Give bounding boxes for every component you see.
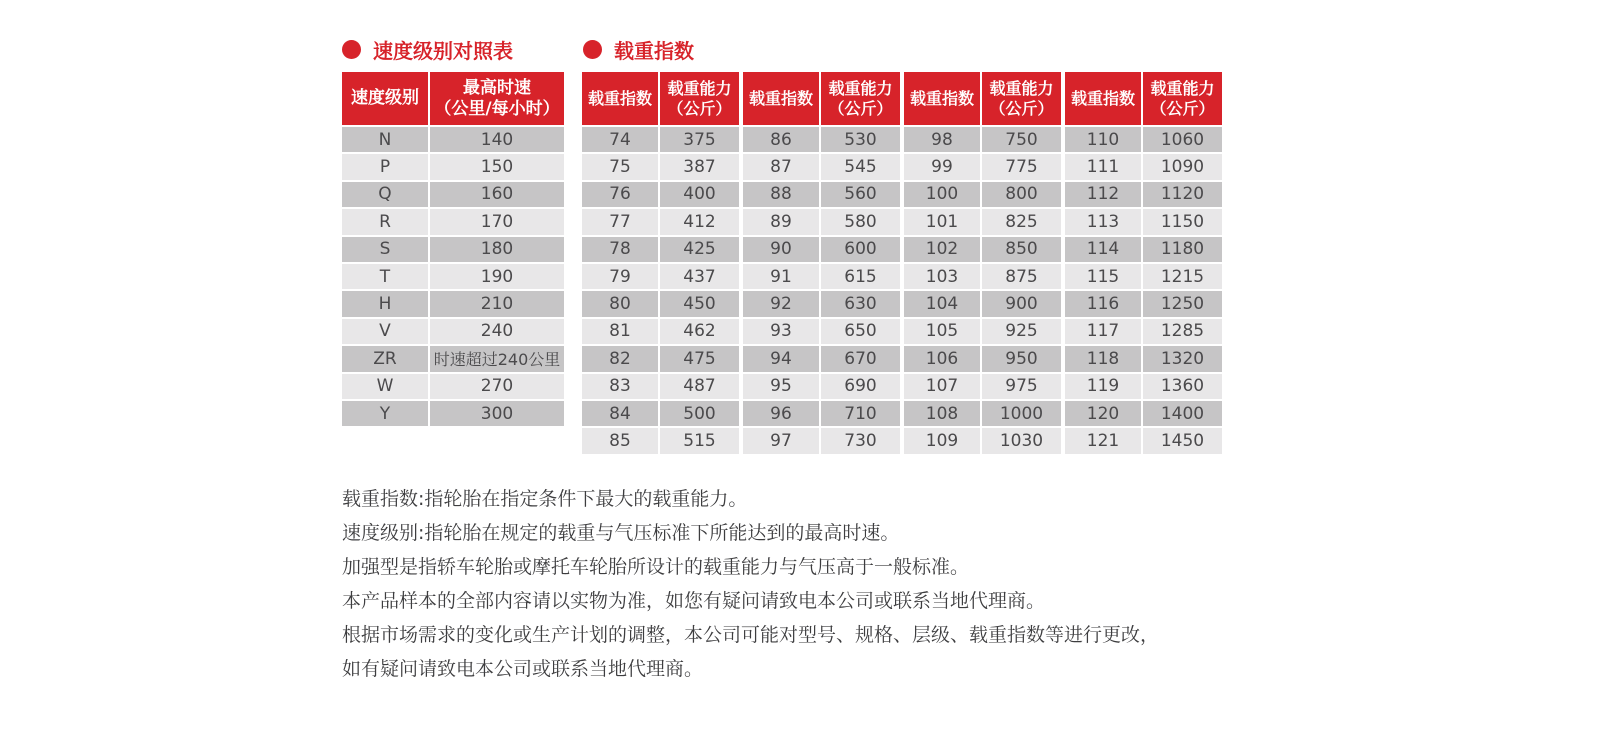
load-capacity-header (982, 72, 1061, 125)
load-index-cell: 95 (743, 374, 819, 399)
speed-value-cell: 190 (430, 264, 564, 289)
load-capacity-cell: 1000 (982, 401, 1061, 426)
note-line: 速度级别:指轮胎在规定的载重与气压标准下所能达到的最高时速。 (342, 522, 900, 544)
load-capacity-cell: 487 (660, 374, 739, 399)
load-capacity-cell: 975 (982, 374, 1061, 399)
load-capacity-cell: 437 (660, 264, 739, 289)
load-index-cell: 89 (743, 209, 819, 234)
load-capacity-cell: 1180 (1143, 237, 1222, 262)
load-index-cell: 106 (904, 346, 980, 371)
speed-level-cell: S (342, 237, 428, 262)
load-capacity-header-line: （公斤） (989, 98, 1054, 118)
load-index-cell: 98 (904, 127, 980, 152)
load-index-cell: 78 (582, 237, 658, 262)
load-capacity-cell: 630 (821, 291, 900, 316)
load-capacity-cell: 775 (982, 154, 1061, 179)
load-index-cell: 94 (743, 346, 819, 371)
load-capacity-cell: 1215 (1143, 264, 1222, 289)
load-capacity-cell: 900 (982, 291, 1061, 316)
load-index-cell: 101 (904, 209, 980, 234)
red-bullet-icon (342, 40, 361, 59)
load-table-title (583, 38, 694, 63)
load-index-cell: 118 (1065, 346, 1141, 371)
load-index-cell: 103 (904, 264, 980, 289)
load-index-cell: 86 (743, 127, 819, 152)
load-index-cell: 96 (743, 401, 819, 426)
speed-table (342, 72, 564, 426)
load-table-group-2 (743, 72, 900, 454)
load-capacity-header-line: 载重能力 (667, 78, 732, 98)
load-capacity-header-line: 载重能力 (828, 78, 893, 98)
load-capacity-cell: 730 (821, 428, 900, 453)
load-index-cell: 93 (743, 319, 819, 344)
speed-value-cell: 140 (430, 127, 564, 152)
load-index-cell: 104 (904, 291, 980, 316)
load-capacity-cell: 850 (982, 237, 1061, 262)
load-index-cell: 105 (904, 319, 980, 344)
load-index-cell: 102 (904, 237, 980, 262)
load-index-header: 载重指数 (582, 72, 658, 125)
load-capacity-cell: 1320 (1143, 346, 1222, 371)
load-index-cell: 85 (582, 428, 658, 453)
speed-level-cell: Y (342, 401, 428, 426)
load-capacity-cell: 670 (821, 346, 900, 371)
load-capacity-cell: 450 (660, 291, 739, 316)
load-capacity-cell: 1450 (1143, 428, 1222, 453)
load-index-cell: 80 (582, 291, 658, 316)
load-index-cell: 75 (582, 154, 658, 179)
red-bullet-icon (583, 40, 602, 59)
load-capacity-cell: 615 (821, 264, 900, 289)
load-capacity-cell: 950 (982, 346, 1061, 371)
speed-level-cell: W (342, 374, 428, 399)
load-index-header: 载重指数 (904, 72, 980, 125)
load-capacity-cell: 600 (821, 237, 900, 262)
note-line: 加强型是指轿车轮胎或摩托车轮胎所设计的载重能力与气压高于一般标准。 (342, 556, 970, 578)
load-index-cell: 120 (1065, 401, 1141, 426)
speed-value-cell: 300 (430, 401, 564, 426)
load-capacity-cell: 515 (660, 428, 739, 453)
load-index-cell: 100 (904, 182, 980, 207)
load-index-cell: 109 (904, 428, 980, 453)
speed-value-cell: 180 (430, 237, 564, 262)
load-capacity-cell: 1120 (1143, 182, 1222, 207)
load-capacity-cell: 475 (660, 346, 739, 371)
load-capacity-header-line: 载重能力 (1150, 78, 1215, 98)
load-table-group-4 (1065, 72, 1222, 454)
load-index-cell: 87 (743, 154, 819, 179)
load-index-cell: 112 (1065, 182, 1141, 207)
load-capacity-cell: 580 (821, 209, 900, 234)
speed-table-title (342, 38, 513, 63)
speed-level-cell: Q (342, 182, 428, 207)
speed-table-title-text: 速度级别对照表 (373, 38, 513, 63)
load-capacity-header-line: （公斤） (828, 98, 893, 118)
load-index-cell: 113 (1065, 209, 1141, 234)
load-capacity-cell: 530 (821, 127, 900, 152)
load-table-title-text: 载重指数 (614, 38, 694, 63)
load-capacity-header-line: （公斤） (1150, 98, 1215, 118)
load-capacity-cell: 375 (660, 127, 739, 152)
load-index-cell: 114 (1065, 237, 1141, 262)
load-capacity-cell: 545 (821, 154, 900, 179)
speed-table-header-speed-line2: （公里/每小时） (434, 98, 560, 119)
load-index-cell: 110 (1065, 127, 1141, 152)
load-table-group-3 (904, 72, 1061, 454)
note-line: 根据市场需求的变化或生产计划的调整，本公司可能对型号、规格、层级、载重指数等进行更改， (342, 624, 1160, 646)
load-index-cell: 111 (1065, 154, 1141, 179)
speed-level-cell: V (342, 319, 428, 344)
load-capacity-header (1143, 72, 1222, 125)
load-index-cell: 79 (582, 264, 658, 289)
load-capacity-cell: 1250 (1143, 291, 1222, 316)
load-index-cell: 90 (743, 237, 819, 262)
load-index-cell: 83 (582, 374, 658, 399)
load-capacity-header-line: 载重能力 (989, 78, 1054, 98)
load-index-cell: 117 (1065, 319, 1141, 344)
load-capacity-cell: 750 (982, 127, 1061, 152)
load-index-cell: 116 (1065, 291, 1141, 316)
load-index-cell: 119 (1065, 374, 1141, 399)
load-capacity-cell: 1060 (1143, 127, 1222, 152)
load-index-cell: 115 (1065, 264, 1141, 289)
load-table-group-1 (582, 72, 739, 454)
load-index-cell: 107 (904, 374, 980, 399)
speed-value-cell: 时速超过240公里 (430, 346, 564, 371)
speed-level-cell: ZR (342, 346, 428, 371)
speed-value-cell: 150 (430, 154, 564, 179)
speed-level-cell: H (342, 291, 428, 316)
load-capacity-cell: 1150 (1143, 209, 1222, 234)
speed-table-header-speed (430, 72, 564, 125)
load-capacity-cell: 560 (821, 182, 900, 207)
speed-value-cell: 270 (430, 374, 564, 399)
load-capacity-cell: 1400 (1143, 401, 1222, 426)
load-capacity-cell: 500 (660, 401, 739, 426)
load-capacity-cell: 412 (660, 209, 739, 234)
speed-value-cell: 170 (430, 209, 564, 234)
speed-value-cell: 210 (430, 291, 564, 316)
load-index-cell: 121 (1065, 428, 1141, 453)
load-capacity-cell: 710 (821, 401, 900, 426)
load-capacity-header (660, 72, 739, 125)
load-capacity-cell: 1285 (1143, 319, 1222, 344)
load-capacity-cell: 650 (821, 319, 900, 344)
speed-table-header-speed-line1: 最高时速 (463, 77, 531, 98)
load-index-cell: 91 (743, 264, 819, 289)
note-line: 载重指数:指轮胎在指定条件下最大的载重能力。 (342, 488, 748, 510)
load-capacity-cell: 875 (982, 264, 1061, 289)
note-line: 本产品样本的全部内容请以实物为准，如您有疑问请致电本公司或联系当地代理商。 (342, 590, 1046, 612)
note-line: 如有疑问请致电本公司或联系当地代理商。 (342, 658, 704, 680)
load-capacity-cell: 462 (660, 319, 739, 344)
load-capacity-header-line: （公斤） (667, 98, 732, 118)
load-index-cell: 92 (743, 291, 819, 316)
load-index-cell: 97 (743, 428, 819, 453)
load-capacity-cell: 400 (660, 182, 739, 207)
load-capacity-cell: 425 (660, 237, 739, 262)
load-index-cell: 88 (743, 182, 819, 207)
load-index-header: 载重指数 (1065, 72, 1141, 125)
speed-table-header-level: 速度级别 (342, 72, 428, 125)
load-index-cell: 76 (582, 182, 658, 207)
notes-block (342, 482, 1159, 686)
load-capacity-header (821, 72, 900, 125)
speed-level-cell: P (342, 154, 428, 179)
load-capacity-cell: 825 (982, 209, 1061, 234)
load-capacity-cell: 925 (982, 319, 1061, 344)
speed-value-cell: 240 (430, 319, 564, 344)
load-index-cell: 77 (582, 209, 658, 234)
load-index-cell: 99 (904, 154, 980, 179)
load-index-header: 载重指数 (743, 72, 819, 125)
load-index-cell: 74 (582, 127, 658, 152)
speed-value-cell: 160 (430, 182, 564, 207)
load-capacity-cell: 1090 (1143, 154, 1222, 179)
load-capacity-cell: 1360 (1143, 374, 1222, 399)
speed-level-cell: R (342, 209, 428, 234)
load-index-cell: 81 (582, 319, 658, 344)
load-index-cell: 82 (582, 346, 658, 371)
speed-level-cell: N (342, 127, 428, 152)
load-index-cell: 108 (904, 401, 980, 426)
load-capacity-cell: 800 (982, 182, 1061, 207)
load-capacity-cell: 387 (660, 154, 739, 179)
load-index-cell: 84 (582, 401, 658, 426)
speed-level-cell: T (342, 264, 428, 289)
load-capacity-cell: 690 (821, 374, 900, 399)
load-capacity-cell: 1030 (982, 428, 1061, 453)
